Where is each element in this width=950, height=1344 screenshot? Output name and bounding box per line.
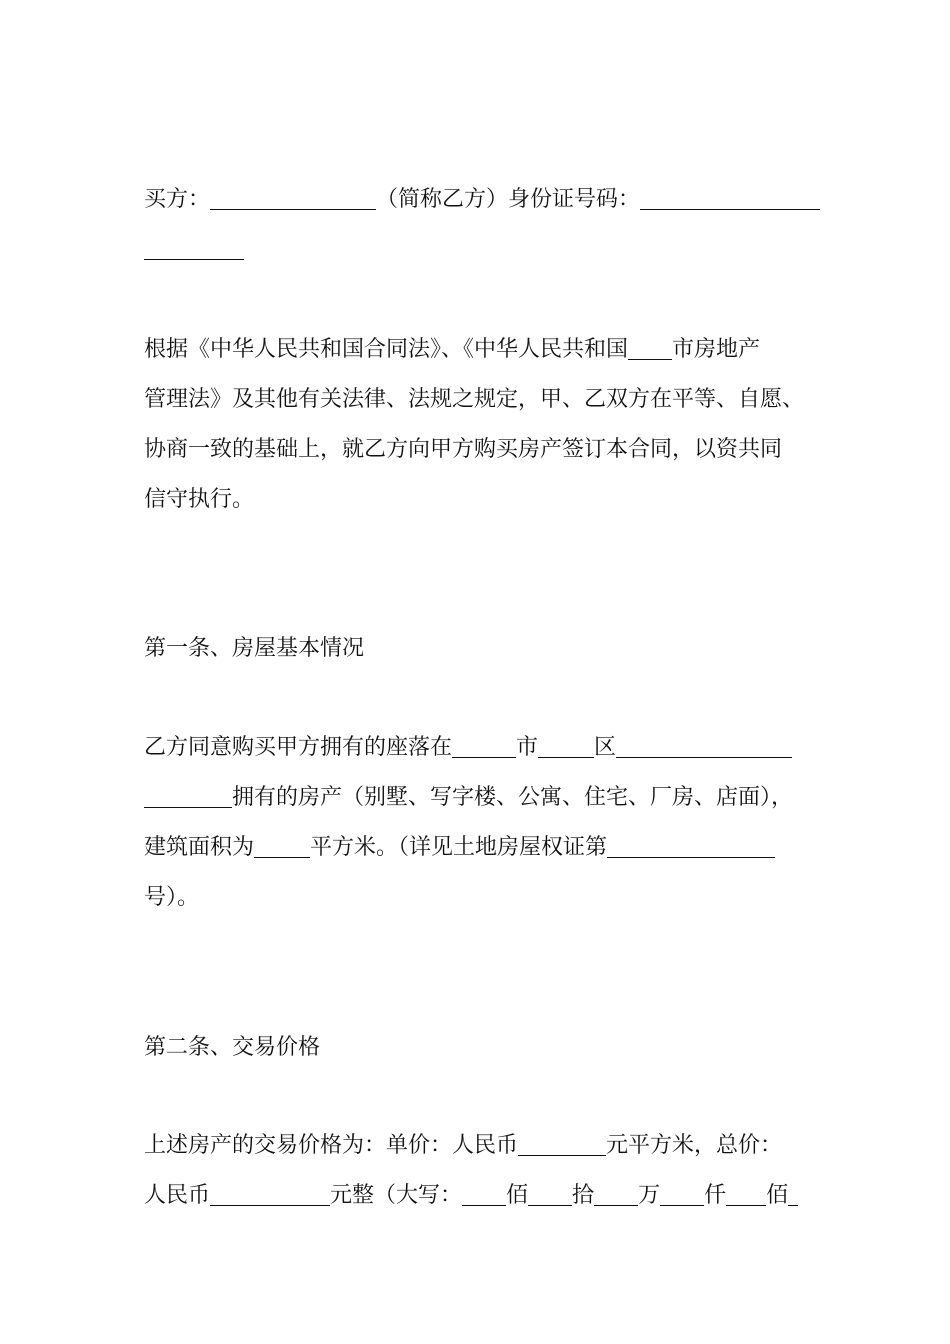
preamble-text: 根据《中华人民共和国合同法》、《中华人民共和国	[144, 337, 629, 362]
article-2-paragraph	[144, 1121, 808, 1221]
amount-digit-blank[interactable]	[462, 1183, 506, 1206]
buyer-abbrev-text: （简称乙方）身份证号码：	[376, 187, 641, 212]
article-1-text: 号）。	[144, 885, 200, 910]
preamble-text: 市房地产	[672, 337, 761, 362]
article-1-text: 乙方同意购买甲方拥有的座落在	[144, 735, 453, 760]
article-1-text: 区	[594, 735, 617, 760]
article-1-title: 第一条、房屋基本情况	[144, 636, 365, 661]
amount-digit-blank[interactable]	[788, 1183, 798, 1206]
unit-price-blank[interactable]	[518, 1133, 606, 1156]
address-blank[interactable]	[616, 735, 792, 758]
area-blank[interactable]	[254, 835, 310, 858]
article-2-text: 佰	[766, 1183, 789, 1208]
article-2-text: 元平方米，总价：	[606, 1133, 783, 1158]
buyer-line-1	[144, 175, 808, 225]
buyer-id-blank-cont[interactable]	[144, 237, 244, 260]
article-1-line-1	[144, 723, 808, 773]
buyer-label: 买方：	[144, 187, 211, 212]
preamble-line-2: 管理法》及其他有关法律、法规之规定，甲、乙双方在平等、自愿、	[144, 387, 805, 412]
buyer-paragraph	[144, 175, 808, 275]
article-2-line-1	[144, 1121, 808, 1171]
article-1-line-2	[144, 773, 808, 823]
preamble-line-4: 信守执行。	[144, 487, 255, 512]
article-1-line-3	[144, 823, 808, 873]
amount-digit-blank[interactable]	[594, 1183, 638, 1206]
buyer-name-blank[interactable]	[210, 187, 376, 210]
certificate-number-blank[interactable]	[607, 835, 775, 858]
article-2-text: 拾	[572, 1183, 595, 1208]
article-2-text: 上述房产的交易价格为：单价：人民币	[144, 1133, 519, 1158]
amount-digit-blank[interactable]	[528, 1183, 572, 1206]
article-2-text: 元整（大写：	[330, 1183, 463, 1208]
preamble-paragraph	[144, 325, 808, 525]
buyer-line-2	[144, 225, 808, 275]
article-2-text: 仟	[704, 1183, 727, 1208]
article-2-title: 第二条、交易价格	[144, 1035, 321, 1060]
district-blank[interactable]	[538, 735, 594, 758]
article-2-text: 佰	[506, 1183, 529, 1208]
amount-digit-blank[interactable]	[726, 1183, 766, 1206]
article-1-text: 市	[516, 735, 539, 760]
article-1-text: 建筑面积为	[144, 835, 255, 860]
article-1-text: 平方米。（详见土地房屋权证第	[310, 835, 608, 860]
article-2-line-2	[144, 1171, 808, 1221]
article-1-line-4	[144, 873, 808, 923]
city-blank[interactable]	[628, 337, 672, 360]
city-blank[interactable]	[452, 735, 516, 758]
article-2-text: 万	[638, 1183, 661, 1208]
total-price-blank[interactable]	[210, 1183, 330, 1206]
preamble-line-1	[144, 325, 808, 375]
article-1-paragraph	[144, 723, 808, 923]
buyer-id-blank[interactable]	[640, 187, 820, 210]
article-2-text: 人民币	[144, 1183, 211, 1208]
amount-digit-blank[interactable]	[660, 1183, 704, 1206]
preamble-line-3: 协商一致的基础上，就乙方向甲方购买房产签订本合同，以资共同	[144, 437, 783, 462]
address-blank-cont[interactable]	[144, 785, 232, 808]
article-1-text: 拥有的房产（别墅、写字楼、公寓、住宅、厂房、店面），	[232, 785, 794, 810]
